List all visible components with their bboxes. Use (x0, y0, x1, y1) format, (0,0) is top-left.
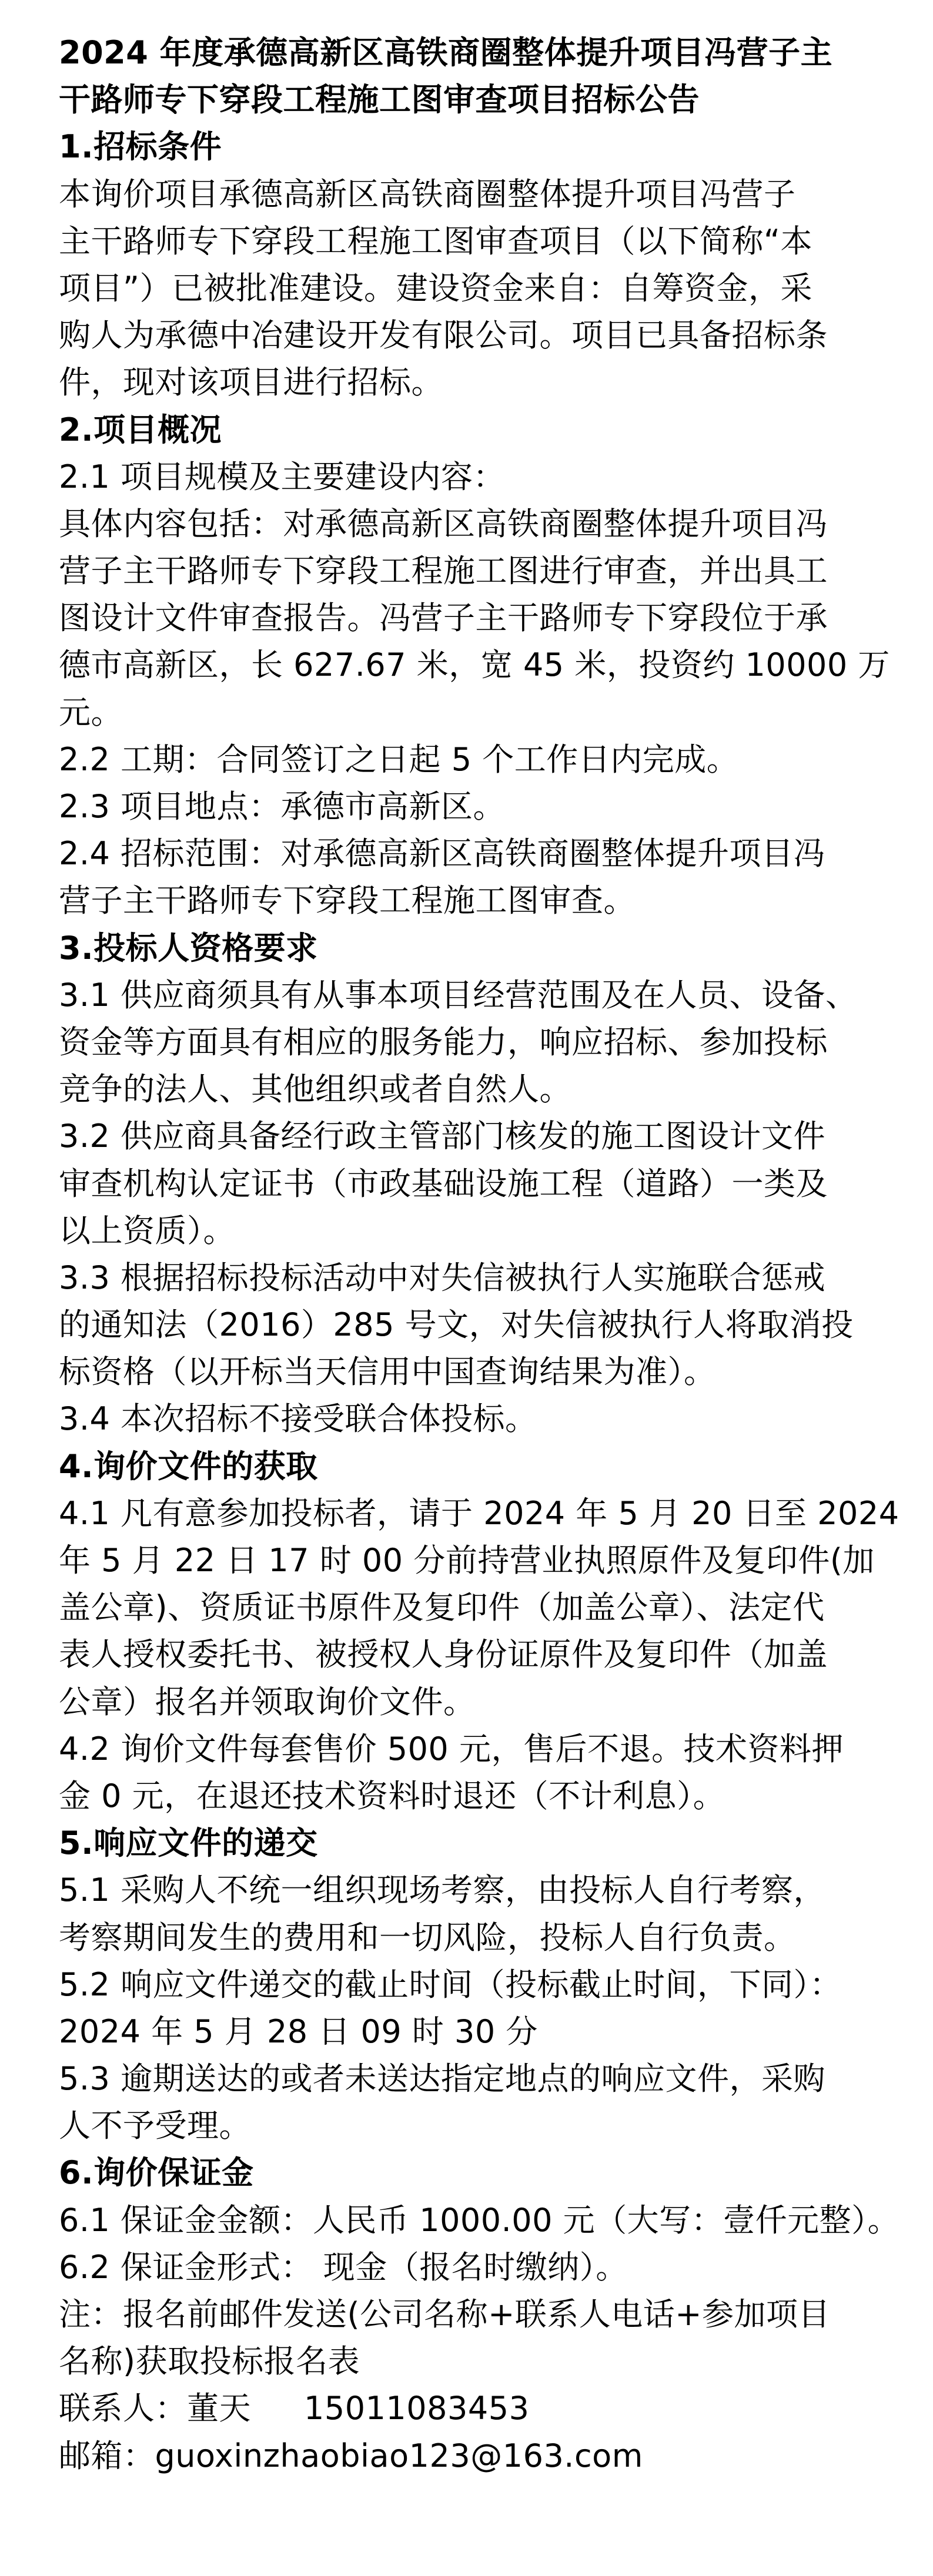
title-line: 2024 年度承德高新区高铁商圈整体提升项目冯营子主 (59, 34, 833, 71)
note-line: 名称)获取投标报名表 (59, 2343, 360, 2380)
paragraph-line: 资金等方面具有相应的服务能力，响应招标、参加投标 (59, 1023, 828, 1061)
section-heading: 6.询价保证金 (59, 2154, 254, 2192)
paragraph-line: 6.2 保证金形式： 现金（报名时缴纳）。 (59, 2248, 628, 2286)
paragraph-line: 本询价项目承德高新区高铁商圈整体提升项目冯营子 (59, 175, 796, 213)
paragraph-line: 2.2 工期：合同签订之日起 5 个工作日内完成。 (59, 740, 739, 778)
paragraph-line: 5.2 响应文件递交的截止时间（投标截止时间，下同）： (59, 1965, 842, 2003)
paragraph-line: 竞争的法人、其他组织或者自然人。 (59, 1071, 571, 1108)
title-line: 干路师专下穿段工程施工图审查项目招标公告 (59, 81, 700, 119)
paragraph-line: 6.1 保证金金额：人民币 1000.00 元（大写：壹仟元整）。 (59, 2201, 900, 2239)
paragraph-line: 营子主干路师专下穿段工程施工图审查。 (59, 882, 636, 920)
paragraph-line: 公章）报名并领取询价文件。 (59, 1683, 476, 1720)
note-line: 注：报名前邮件发送(公司名称+联系人电话+参加项目 (59, 2296, 831, 2333)
paragraph-line: 审查机构认定证书（市政基础设施工程（道路）一类及 (59, 1165, 828, 1202)
paragraph-line: 年 5 月 22 日 17 时 00 分前持营业执照原件及复印件(加 (59, 1542, 875, 1579)
paragraph-line: 的通知法（2016）285 号文，对失信被执行人将取消投 (59, 1306, 854, 1344)
paragraph-line: 盖公章)、资质证书原件及复印件（加盖公章）、法定代 (59, 1589, 825, 1626)
contact-email[interactable]: 邮箱：guoxinzhaobiao123@163.com (59, 2437, 643, 2474)
section-heading: 5.响应文件的递交 (59, 1824, 318, 1862)
paragraph-line: 件，现对该项目进行招标。 (59, 364, 443, 401)
section-heading: 3.投标人资格要求 (59, 929, 318, 967)
paragraph-line: 人不予受理。 (59, 2107, 251, 2145)
paragraph-line: 德市高新区，长 627.67 米，宽 45 米，投资约 10000 万 (59, 646, 890, 684)
paragraph-line: 营子主干路师专下穿段工程施工图进行审查，并出具工 (59, 552, 828, 590)
paragraph-line: 标资格（以开标当天信用中国查询结果为准）。 (59, 1353, 716, 1391)
paragraph-line: 考察期间发生的费用和一切风险，投标人自行负责。 (59, 1918, 796, 1956)
paragraph-line: 3.3 根据招标投标活动中对失信被执行人实施联合惩戒 (59, 1259, 826, 1296)
paragraph-line: 元。 (59, 693, 123, 731)
paragraph-line: 3.2 供应商具备经行政主管部门核发的施工图设计文件 (59, 1118, 826, 1155)
paragraph-line: 具体内容包括：对承德高新区高铁商圈整体提升项目冯 (59, 505, 828, 542)
paragraph-line: 表人授权委托书、被授权人身份证原件及复印件（加盖 (59, 1636, 828, 1673)
contact-phone[interactable]: 15011083453 (304, 2390, 530, 2427)
paragraph-line: 以上资质）。 (59, 1212, 235, 1249)
paragraph-line: 2.3 项目地点：承德市高新区。 (59, 788, 506, 825)
section-heading: 1.招标条件 (59, 128, 222, 166)
section-heading: 4.询价文件的获取 (59, 1447, 318, 1485)
paragraph-line: 4.2 询价文件每套售价 500 元，售后不退。技术资料押 (59, 1730, 844, 1767)
paragraph-line: 主干路师专下穿段工程施工图审查项目（以下简称“本 (59, 222, 812, 260)
section-heading: 2.项目概况 (59, 411, 222, 448)
paragraph-line: 图设计文件审查报告。冯营子主干路师专下穿段位于承 (59, 599, 828, 637)
contact-person: 联系人：董天 (59, 2390, 251, 2427)
paragraph-line: 4.1 凡有意参加投标者，请于 2024 年 5 月 20 日至 2024 (59, 1494, 899, 1532)
paragraph-line: 5.3 逾期送达的或者未送达指定地点的响应文件，采购 (59, 2060, 826, 2098)
paragraph-line: 项目”）已被批准建设。建设资金来自：自筹资金，采 (59, 269, 812, 307)
paragraph-line: 2.4 招标范围：对承德高新区高铁商圈整体提升项目冯 (59, 835, 826, 873)
contact-line (59, 2385, 904, 2432)
subsection-heading: 2.1 项目规模及主要建设内容： (59, 458, 506, 495)
paragraph-line: 3.4 本次招标不接受联合体投标。 (59, 1400, 537, 1438)
paragraph-line: 2024 年 5 月 28 日 09 时 30 分 (59, 2012, 538, 2050)
paragraph-line: 金 0 元，在退还技术资料时退还（不计利息）。 (59, 1777, 725, 1814)
paragraph-line: 3.1 供应商须具有从事本项目经营范围及在人员、设备、 (59, 976, 858, 1014)
paragraph-line: 购人为承德中冶建设开发有限公司。项目已具备招标条 (59, 317, 828, 354)
paragraph-line: 5.1 采购人不统一组织现场考察，由投标人自行考察， (59, 1871, 826, 1909)
